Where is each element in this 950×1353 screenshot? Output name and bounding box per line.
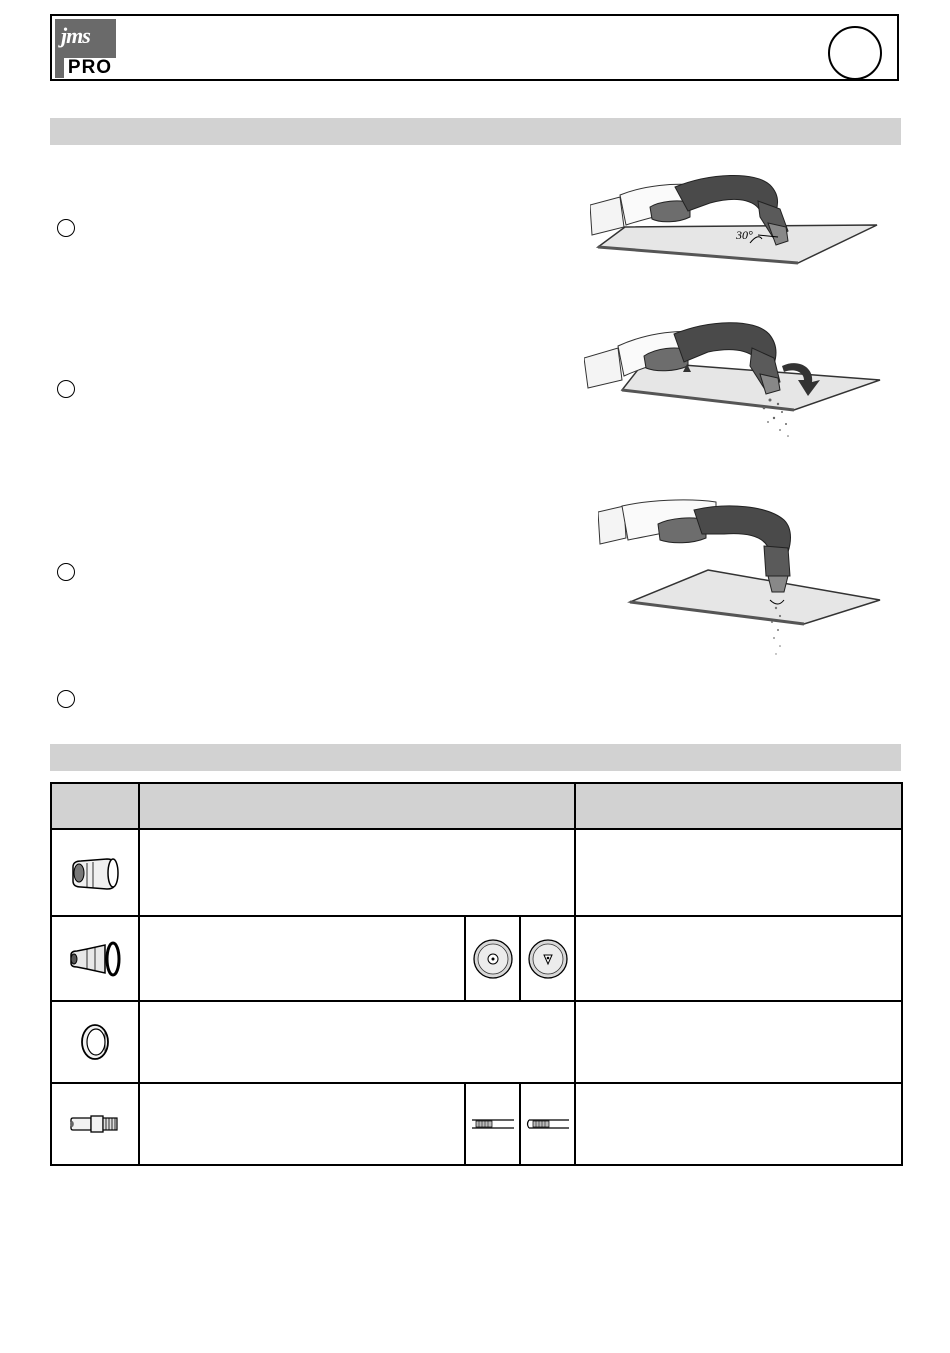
description-cell (139, 916, 465, 1001)
action-cell (575, 1001, 902, 1083)
section-bar-consumables (50, 744, 901, 771)
logo-pro-text: PRO (64, 58, 116, 78)
part-icon-cell (51, 916, 139, 1001)
electrode-new-icon (470, 1114, 516, 1134)
angle-label: 30° (736, 228, 753, 242)
jms-pro-logo (55, 19, 116, 78)
electrode-icon (67, 1112, 123, 1136)
action-cell (575, 829, 902, 916)
action-cell (575, 1083, 902, 1165)
description-cell (139, 1001, 575, 1083)
nozzle-icon (65, 939, 125, 979)
step-marker-2 (57, 380, 75, 398)
table-header-row (51, 783, 902, 829)
action-cell (575, 916, 902, 1001)
header-cell-part (51, 783, 139, 829)
header-cell-description (139, 783, 575, 829)
variant-cell (465, 916, 520, 1001)
part-icon-cell (51, 829, 139, 916)
diffuser-ring-icon (75, 1021, 115, 1063)
shield-cup-icon (69, 853, 121, 893)
step-marker-1 (57, 219, 75, 237)
variant-cell (520, 1083, 575, 1165)
variant-cell (465, 1083, 520, 1165)
electrode-worn-icon (525, 1114, 571, 1134)
torch-angled-start-icon (590, 165, 885, 267)
table-row (51, 1083, 902, 1165)
torch-vertical-cut-icon (598, 496, 888, 661)
page-header (50, 14, 899, 81)
logo-brand-text: jms (61, 23, 90, 48)
variant-cell (520, 916, 575, 1001)
header-cell-action (575, 783, 902, 829)
language-badge (828, 26, 882, 80)
consumables-table (50, 782, 903, 1166)
nozzle-front-hole-icon (471, 937, 515, 981)
nozzle-front-slot-icon (526, 937, 570, 981)
part-icon-cell (51, 1083, 139, 1165)
table-row (51, 916, 902, 1001)
part-icon-cell (51, 1001, 139, 1083)
table-row (51, 829, 902, 916)
description-cell (139, 1083, 465, 1165)
step-marker-3 (57, 563, 75, 581)
table-row (51, 1001, 902, 1083)
section-bar-cutting (50, 118, 901, 145)
torch-piercing-icon (584, 318, 884, 448)
step-marker-4 (57, 690, 75, 708)
description-cell (139, 829, 575, 916)
